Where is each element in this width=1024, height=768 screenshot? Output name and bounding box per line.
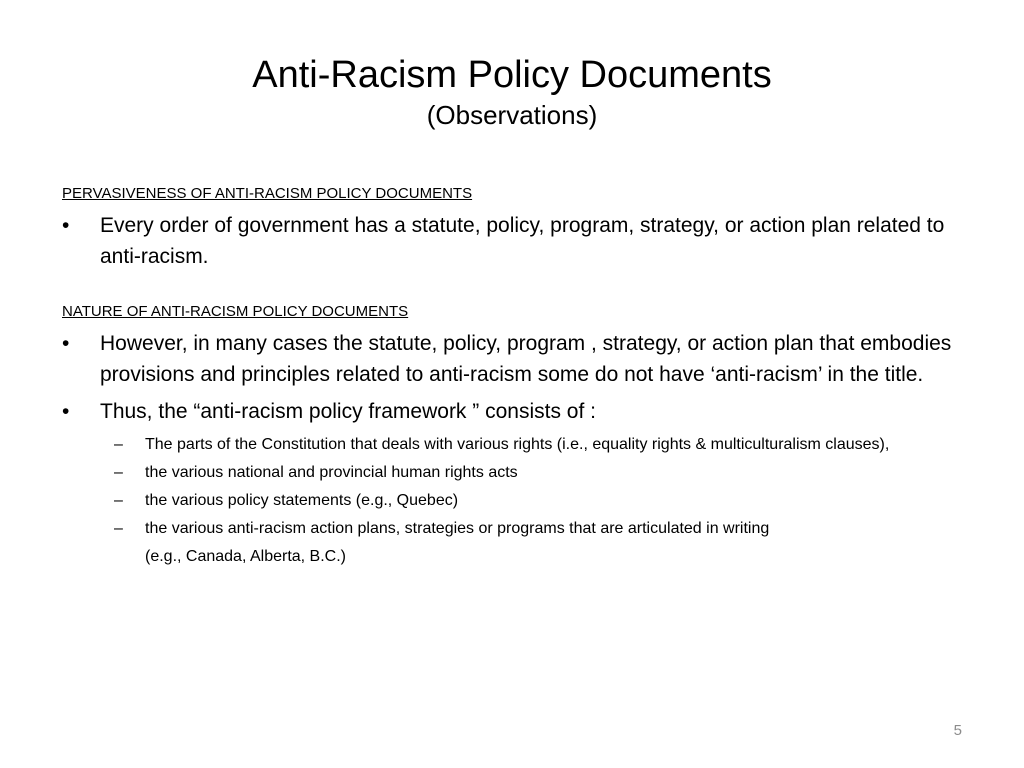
bullet-item	[62, 396, 962, 427]
dash-marker: –	[114, 464, 123, 481]
sub-item-continuation: (e.g., Canada, Alberta, B.C.)	[145, 548, 346, 565]
slide-content	[62, 184, 962, 569]
section-heading-pervasiveness: PERVASIVENESS OF ANTI-RACISM POLICY DOCUMENTS	[62, 185, 473, 202]
bullet-text: Thus, the “anti-racism policy framework ” consists of :	[100, 400, 596, 423]
sub-item-text: the various national and provincial human rights acts	[145, 464, 518, 481]
dash-marker: –	[114, 520, 123, 537]
sub-item	[62, 461, 962, 485]
slide-subtitle: (Observations)	[426, 100, 598, 130]
bullet-text: Every order of government has a statute, policy, program, strategy, or action plan related to anti-racism.	[100, 214, 945, 268]
sub-item-text: the various anti-racism action plans, strategies or programs that are articulated in writing	[145, 520, 770, 537]
sub-item	[62, 517, 962, 541]
page-number: 5	[953, 722, 962, 739]
bullet-marker: •	[62, 214, 70, 237]
bullet-item	[62, 210, 962, 272]
sub-item	[62, 489, 962, 513]
sub-item-list	[62, 433, 962, 569]
bullet-item	[62, 328, 962, 390]
dash-marker: –	[114, 492, 123, 509]
bullet-text: However, in many cases the statute, policy, program , strategy, or action plan that embodies provisions and principles related to anti-racism some do not have ‘anti-racism’ in the title.	[100, 332, 952, 386]
title-block	[0, 52, 1024, 132]
dash-marker: –	[114, 436, 123, 453]
sub-item	[62, 433, 962, 457]
sub-item-text: the various policy statements (e.g., Quebec)	[145, 492, 459, 509]
bullet-marker: •	[62, 332, 70, 355]
sub-item-text: The parts of the Constitution that deals with various rights (i.e., equality rights & multiculturalism clauses),	[145, 436, 890, 453]
section-spacer	[62, 278, 962, 302]
section-heading-nature: NATURE OF ANTI-RACISM POLICY DOCUMENTS	[62, 303, 409, 320]
bullet-marker: •	[62, 400, 70, 423]
slide-title: Anti-Racism Policy Documents	[252, 54, 772, 96]
